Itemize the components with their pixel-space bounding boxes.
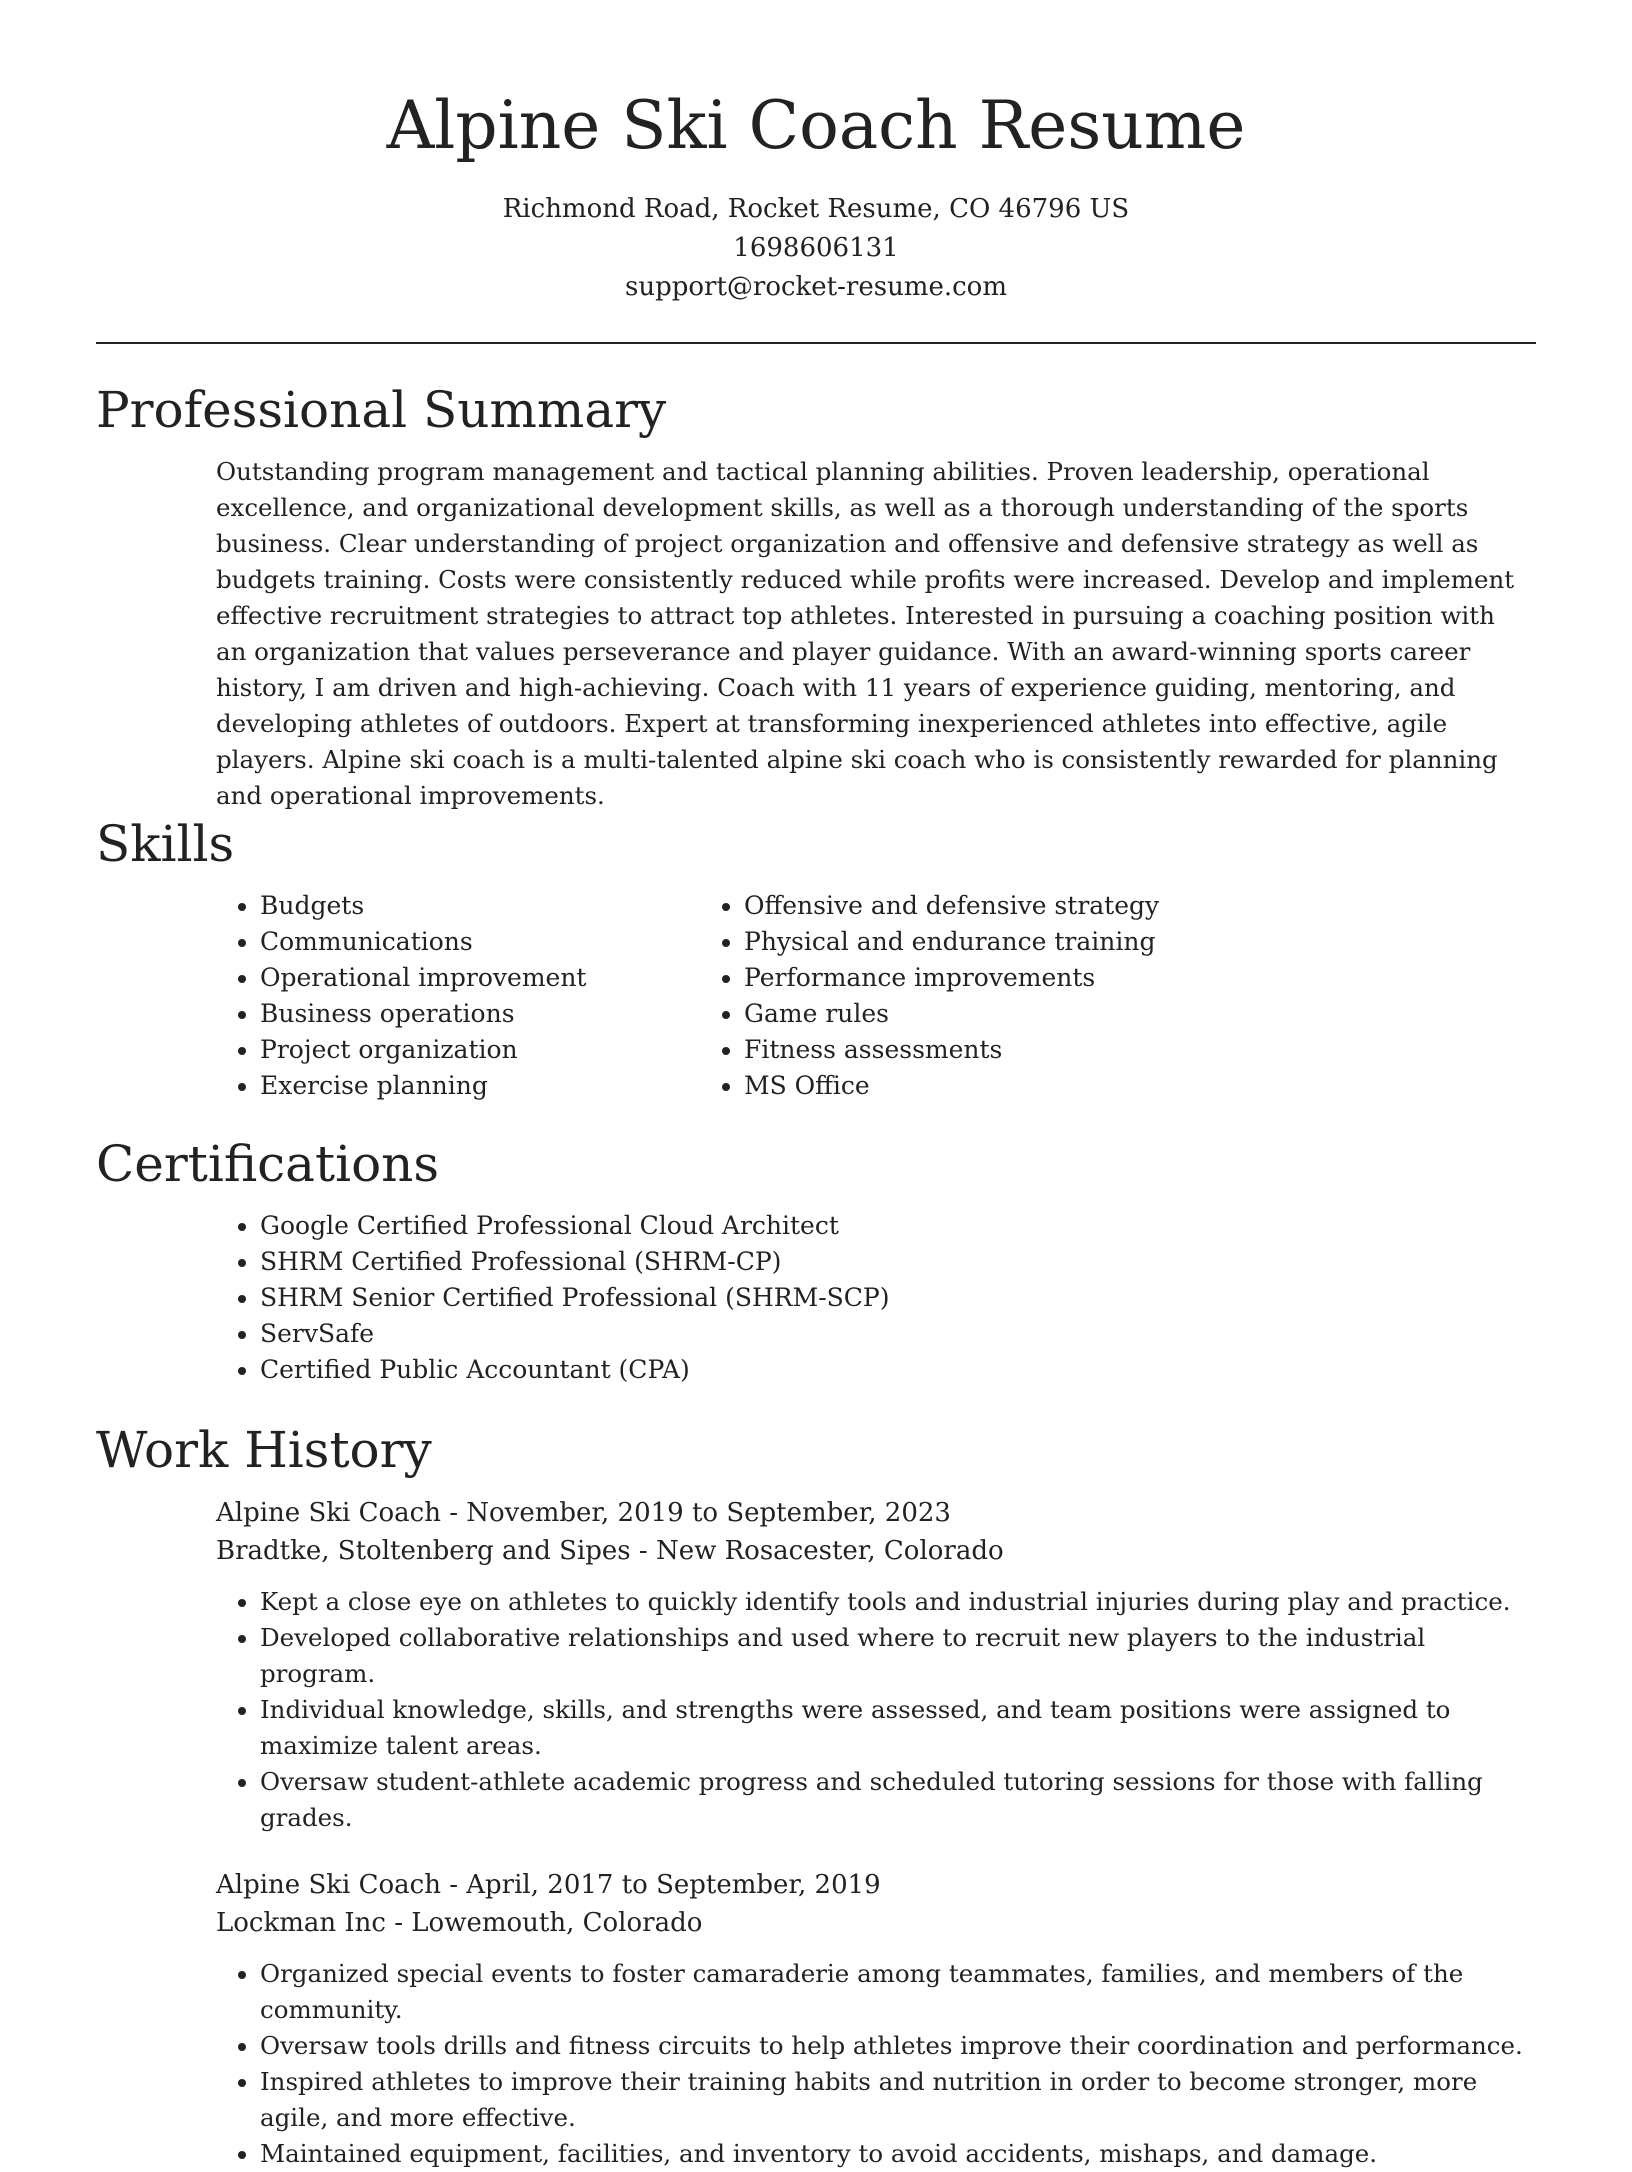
header-divider [96, 342, 1536, 344]
skill-item: • Physical and endurance training [744, 924, 1444, 960]
certifications-heading: Certifications [96, 1135, 440, 1193]
job-bullets [216, 1584, 1540, 1836]
resume-header [0, 0, 1632, 307]
contact-email: support@rocket-resume.com [624, 272, 1007, 302]
job-bullet: • Inspired athletes to improve their training habits and nutrition in order to become stronger, more agile, and more effective. [260, 2064, 1540, 2136]
work-heading: Work History [96, 1421, 432, 1479]
job-bullet: • Maintained equipment, facilities, and inventory to avoid accidents, mishaps, and damage. [260, 2136, 1540, 2172]
job-bullets [216, 1956, 1540, 2172]
summary-text: Outstanding program management and tactical planning abilities. Proven leadership, operational excellence, and organizational development skills, as well as a thorough understanding of the sports business. Clear understanding of project organization and offensive and defensive strategy as well as budgets training. Costs were consistently reduced while profits were increased. Develop and implement effective recruitment strategies to attract top athletes. Interested in pursuing a coaching position with an organization that values perseverance and player guidance. With an award-winning sports career history, I am driven and high-achieving. Coach with 11 years of experience guiding, mentoring, and developing athletes of outdoors. Expert at transforming inexperienced athletes into effective, agile players. Alpine ski coach is a multi-talented alpine ski coach who is consistently rewarded for planning and operational improvements. [216, 457, 1515, 810]
job-entry [216, 1866, 1536, 2172]
certification-item: • Certified Public Accountant (CPA) [260, 1352, 1536, 1388]
job-bullet: • Individual knowledge, skills, and strengths were assessed, and team positions were assigned to maximize talent areas. [260, 1692, 1540, 1764]
skill-item: • Performance improvements [744, 960, 1444, 996]
skills-section [96, 812, 1536, 1104]
job-company-line: Lockman Inc - Lowemouth, Colorado [216, 1908, 703, 1938]
skill-item: • Project organization [260, 1032, 745, 1068]
skill-item: • MS Office [744, 1068, 1444, 1104]
skill-item: • Game rules [744, 996, 1444, 1032]
job-company-line: Bradtke, Stoltenberg and Sipes - New Rosacester, Colorado [216, 1536, 1004, 1566]
skills-columns [96, 888, 1536, 1104]
summary-section [96, 378, 1536, 814]
skills-heading: Skills [96, 815, 235, 873]
job-title-line: Alpine Ski Coach - November, 2019 to September, 2023 [216, 1498, 951, 1528]
certification-item: • Google Certified Professional Cloud Architect [260, 1208, 1536, 1244]
certifications-list [96, 1208, 1536, 1388]
job-bullet: • Kept a close eye on athletes to quickly identify tools and industrial injuries during play and practice. [260, 1584, 1540, 1620]
certification-item: • ServSafe [260, 1316, 1536, 1352]
job-title-line: Alpine Ski Coach - April, 2017 to September, 2019 [216, 1870, 881, 1900]
certification-item: • SHRM Senior Certified Professional (SHRM-SCP) [260, 1280, 1536, 1316]
job-bullet: • Organized special events to foster camaraderie among teammates, families, and members of the community. [260, 1956, 1540, 2028]
job-bullet: • Oversaw student-athlete academic progress and scheduled tutoring sessions for those with falling grades. [260, 1764, 1540, 1836]
skill-item: • Budgets [260, 888, 745, 924]
skill-item: • Business operations [260, 996, 745, 1032]
job-entry [216, 1494, 1536, 1836]
skill-item: • Offensive and defensive strategy [744, 888, 1444, 924]
certifications-section [96, 1132, 1536, 1388]
certification-item: • SHRM Certified Professional (SHRM-CP) [260, 1244, 1536, 1280]
skill-item: • Communications [260, 924, 745, 960]
work-section [96, 1418, 1536, 2172]
job-bullet: • Developed collaborative relationships and used where to recruit new players to the industrial program. [260, 1620, 1540, 1692]
skill-item: • Fitness assessments [744, 1032, 1444, 1068]
contact-address: Richmond Road, Rocket Resume, CO 46796 US [502, 194, 1130, 224]
skill-item: • Exercise planning [260, 1068, 745, 1104]
skill-item: • Operational improvement [260, 960, 745, 996]
job-bullet: • Oversaw tools drills and fitness circuits to help athletes improve their coordination and performance. [260, 2028, 1540, 2064]
contact-info [0, 190, 1632, 307]
summary-heading: Professional Summary [96, 381, 667, 439]
contact-phone: 1698606131 [733, 233, 899, 263]
skills-list-right [580, 888, 1444, 1104]
resume-title: Alpine Ski Coach Resume [386, 87, 1246, 164]
